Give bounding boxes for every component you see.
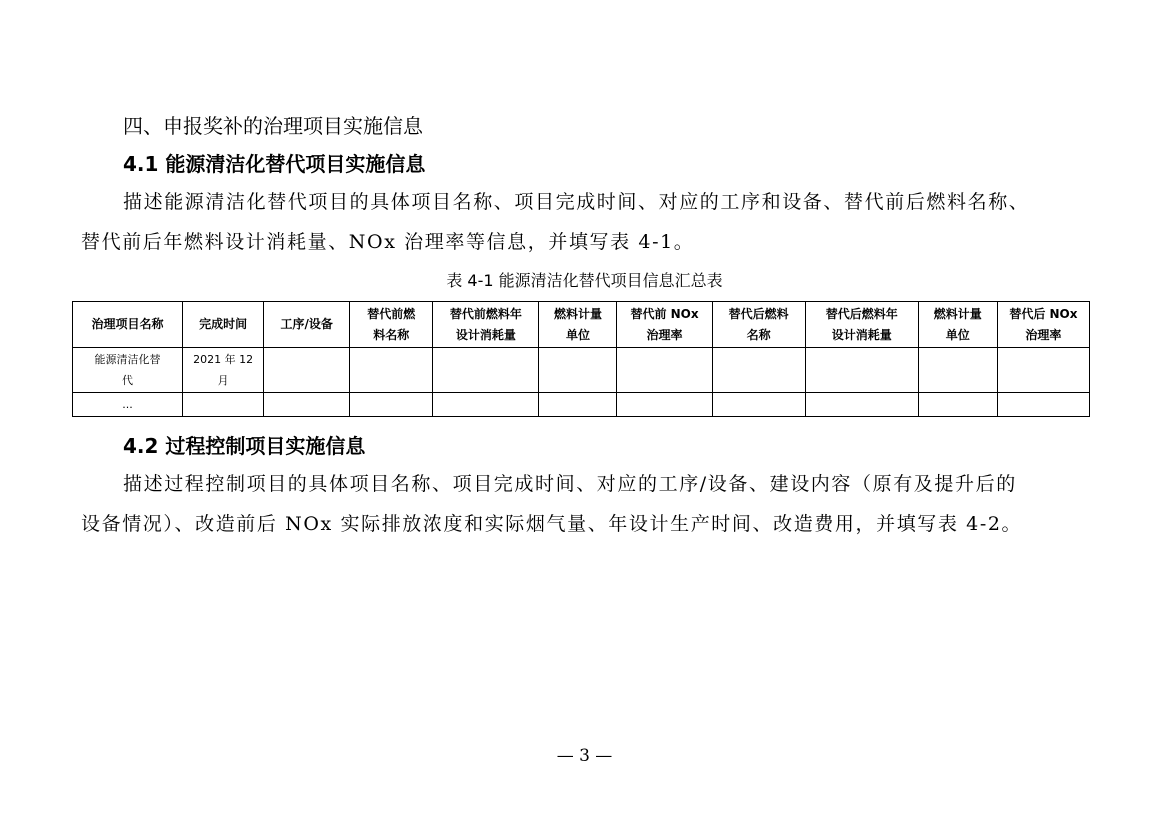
cell-empty <box>539 393 617 417</box>
table-row <box>73 348 1090 393</box>
cell-empty <box>805 393 918 417</box>
header-fuel-unit-before: 燃料计量 单位 <box>539 302 617 348</box>
cell-empty <box>617 348 712 393</box>
cell-empty <box>264 393 350 417</box>
header-fuel-consumption-before: 替代前燃料年 设计消耗量 <box>433 302 539 348</box>
cell-empty <box>350 393 433 417</box>
cell-empty <box>539 348 617 393</box>
header-process-equipment: 工序/设备 <box>264 302 350 348</box>
cell-project-name: 能源清洁化替 代 <box>73 348 183 393</box>
subsection-4-1-heading: 4.1 能源清洁化替代项目实施信息 <box>123 152 426 176</box>
header-nox-rate-after: 替代后 NOx 治理率 <box>997 302 1089 348</box>
table-header-row <box>73 302 1090 348</box>
table-4-1-caption: 表 4-1 能源清洁化替代项目信息汇总表 <box>446 271 723 290</box>
header-nox-rate-before: 替代前 NOx 治理率 <box>617 302 712 348</box>
cell-empty <box>617 393 712 417</box>
section-heading: 四、申报奖补的治理项目实施信息 <box>123 114 423 138</box>
cell-empty <box>997 348 1089 393</box>
cell-empty <box>712 348 805 393</box>
header-fuel-unit-after: 燃料计量 单位 <box>918 302 997 348</box>
cell-empty <box>997 393 1089 417</box>
cell-empty <box>433 393 539 417</box>
header-fuel-consumption-after: 替代后燃料年 设计消耗量 <box>805 302 918 348</box>
cell-empty <box>350 348 433 393</box>
cell-ellipsis: ... <box>73 393 183 417</box>
cell-empty <box>183 393 264 417</box>
cell-empty <box>805 348 918 393</box>
cell-empty <box>264 348 350 393</box>
header-project-name: 治理项目名称 <box>73 302 183 348</box>
cell-empty <box>918 348 997 393</box>
subsection-4-2-paragraph-line-1: 描述过程控制项目的具体项目名称、项目完成时间、对应的工序/设备、建设内容（原有及提升后的 <box>123 473 1017 495</box>
header-fuel-name-before: 替代前燃 料名称 <box>350 302 433 348</box>
subsection-4-2-heading: 4.2 过程控制项目实施信息 <box>123 434 366 458</box>
header-fuel-name-after: 替代后燃料 名称 <box>712 302 805 348</box>
subsection-4-1-paragraph-line-2: 替代前后年燃料设计消耗量、NOx 治理率等信息，并填写表 4-1。 <box>81 231 695 253</box>
page-number: — 3 — <box>556 746 613 766</box>
cell-empty <box>712 393 805 417</box>
cell-empty <box>433 348 539 393</box>
subsection-4-1-paragraph-line-1: 描述能源清洁化替代项目的具体项目名称、项目完成时间、对应的工序和设备、替代前后燃料名称、 <box>123 191 1030 213</box>
header-completion-time: 完成时间 <box>183 302 264 348</box>
subsection-4-2-paragraph-line-2: 设备情况）、改造前后 NOx 实际排放浓度和实际烟气量、年设计生产时间、改造费用，并填写表 4-2。 <box>81 513 1023 535</box>
table-4-1 <box>72 301 1090 417</box>
cell-completion-time: 2021 年 12 月 <box>183 348 264 393</box>
cell-empty <box>918 393 997 417</box>
table-row <box>73 393 1090 417</box>
